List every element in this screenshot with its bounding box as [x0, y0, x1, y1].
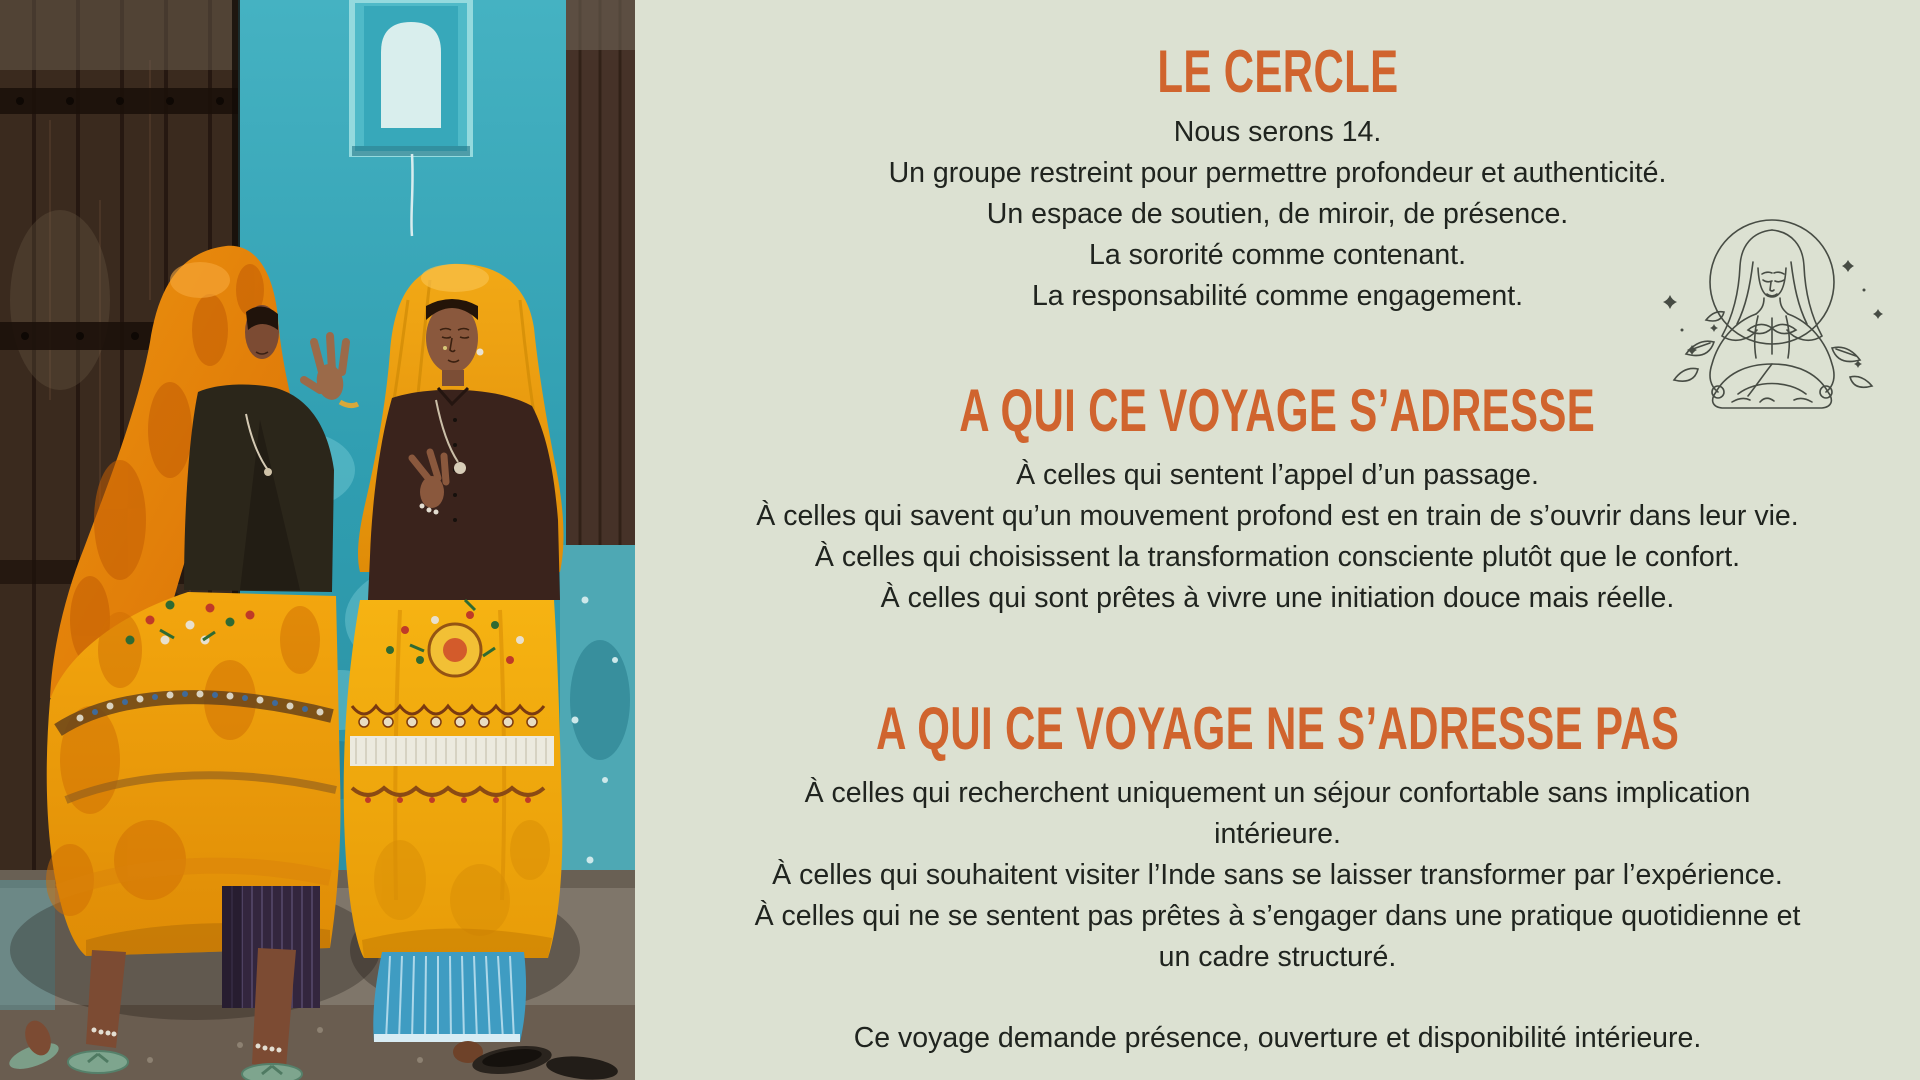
white-fringe [350, 736, 554, 766]
text-line: La responsabilité comme engagement. [1031, 280, 1524, 312]
text-line: À celles qui sentent l’appel d’un passage. [1016, 459, 1539, 491]
section-title-le-cercle: LE CERCLE [1156, 38, 1399, 105]
text-line: À celles qui souhaitent visiter l’Inde sans se laisser transformer par l’expérience. [772, 859, 1783, 891]
two-women-photo [0, 0, 635, 1080]
section-title-ne-sadresse-pas: A QUI CE VOYAGE NE S’ADRESSE PAS [875, 695, 1680, 762]
section-le-cercle [888, 38, 1667, 317]
text-line: Nous serons 14. [1173, 116, 1382, 148]
photo-panel [0, 0, 635, 1080]
meditating-woman-icon [1652, 190, 1894, 422]
section-title-a-qui-sadresse: A QUI CE VOYAGE S’ADRESSE [959, 377, 1596, 444]
section-ne-sadresse-pas [704, 695, 1851, 978]
section-a-qui-sadresse [756, 377, 1799, 619]
ne-sadresse-pas-paragraph [704, 773, 1851, 978]
text-line: À celles qui recherchent uniquement un séjour confortable sans implication [804, 777, 1751, 809]
text-line: À celles qui choisissent la transformation consciente plutôt que le confort. [814, 541, 1741, 573]
text-line: À celles qui ne se sentent pas prêtes à s’engager dans une pratique quotidienne et [754, 900, 1801, 932]
text-line: À celles qui savent qu’un mouvement profond est en train de s’ouvrir dans leur vie. [756, 500, 1799, 532]
text-line: Un espace de soutien, de miroir, de présence. [986, 198, 1569, 230]
text-line: intérieure. [1214, 818, 1341, 850]
text-line: Un groupe restreint pour permettre profondeur et authenticité. [888, 157, 1667, 189]
text-line: un cadre structuré. [1158, 941, 1397, 973]
le-cercle-paragraph [889, 112, 1667, 317]
a-qui-sadresse-paragraph [756, 455, 1798, 619]
closing-statement: Ce voyage demande présence, ouverture et disponibilité intérieure. [853, 1022, 1702, 1054]
sparkle-stars [1663, 260, 1883, 368]
text-line: À celles qui sont prêtes à vivre une initiation douce mais réelle. [880, 582, 1675, 614]
text-line: La sororité comme contenant. [1088, 239, 1467, 271]
content-panel [635, 0, 1920, 1080]
